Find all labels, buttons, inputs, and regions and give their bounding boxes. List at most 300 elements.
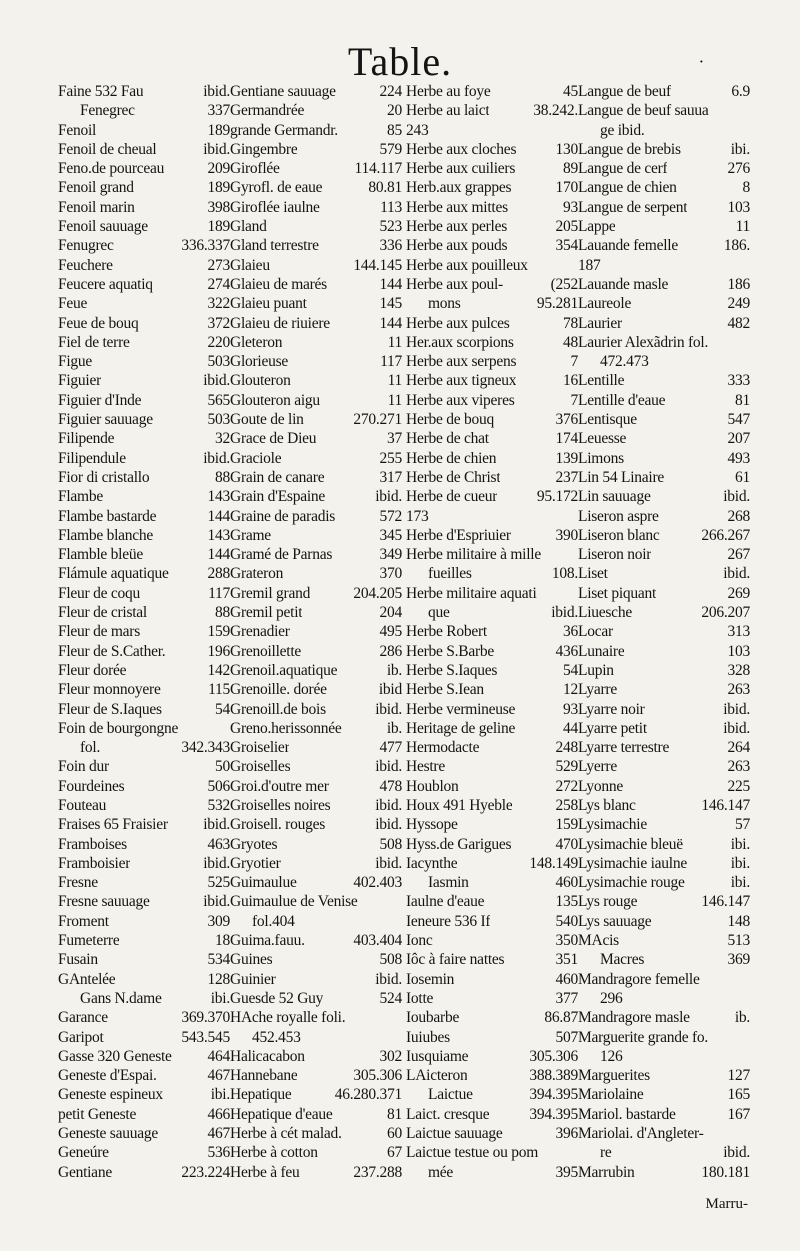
entry-page: 372: [207, 314, 230, 332]
entry-term: Gramé de Parnas: [230, 546, 333, 564]
entry-term: Lyonne: [578, 777, 623, 795]
entry-term: Fresne: [58, 874, 98, 892]
entry-page: ib.: [386, 719, 402, 737]
index-entry: [578, 275, 750, 294]
entry-term: Liseron noir: [578, 546, 652, 564]
entry-term: Hermodacte: [406, 739, 480, 757]
index-entry: [578, 642, 750, 661]
entry-page: 547: [727, 411, 750, 429]
entry-term: Groiselles: [230, 758, 291, 776]
index-entry: [578, 719, 750, 738]
index-entry: [406, 1105, 578, 1124]
entry-page: 394.395: [529, 1086, 578, 1104]
index-entry: [406, 815, 578, 834]
entry-term: Hepatique: [230, 1086, 292, 1104]
entry-term: Guesde 52 Guy: [230, 989, 324, 1007]
index-entry: [406, 642, 578, 661]
entry-page: 186.: [723, 237, 750, 255]
entry-page: 18: [215, 932, 230, 950]
index-entry: [230, 622, 402, 641]
entry-page: 402.403: [353, 874, 402, 892]
index-entry: [406, 970, 578, 989]
entry-term: Fleur de mars: [58, 623, 140, 641]
index-entry: [230, 564, 402, 583]
index-entry: [58, 700, 230, 719]
index-entry: [58, 642, 230, 661]
index-entry: [58, 275, 230, 294]
index-entry: [58, 661, 230, 680]
entry-term: Fenoil de cheual: [58, 140, 157, 158]
index-entry: [406, 333, 578, 352]
entry-term: Houx 491 Hyeble: [406, 796, 513, 814]
entry-term: Fenegrec: [80, 102, 135, 120]
index-entry: [578, 429, 750, 448]
entry-term: Laurier: [578, 314, 622, 332]
entry-page: 12: [563, 681, 578, 699]
entry-term: Fourdeines: [58, 777, 125, 795]
index-entry: [406, 371, 578, 390]
entry-term: Feucere aquatiq: [58, 275, 153, 293]
entry-term: Lysimachie rouge: [578, 874, 685, 892]
entry-term: Foin de bourgongne: [58, 719, 179, 737]
entry-term: Langue de brebis: [578, 140, 681, 158]
index-entry: [58, 449, 230, 468]
index-entry: [58, 429, 230, 448]
index-entry: [406, 622, 578, 641]
entry-page: ib.: [386, 661, 402, 679]
entry-page: 144: [207, 546, 230, 564]
entry-term: Houblon: [406, 777, 459, 795]
index-entry: [406, 275, 578, 294]
entry-term: Langue de chien: [578, 179, 677, 197]
index-entry: [578, 700, 750, 719]
entry-page: 95.281: [536, 295, 578, 313]
index-column-2: [230, 82, 402, 1182]
entry-term: Lupin: [578, 661, 614, 679]
entry-term: Herbe de cueur: [406, 488, 498, 506]
entry-term: Ieneure 536 If: [406, 912, 491, 930]
entry-page: 220: [207, 333, 230, 351]
entry-page: 54: [215, 700, 230, 718]
entry-term: Foin dur: [58, 758, 109, 776]
entry-page: 48: [563, 333, 578, 351]
index-entry: [58, 198, 230, 217]
index-entry: [230, 1047, 402, 1066]
entry-page: 117: [380, 353, 402, 371]
entry-term: Faine 532 Fau: [58, 83, 144, 100]
entry-term: Gremil grand: [230, 584, 311, 602]
index-entry: [230, 757, 402, 776]
entry-term: fueilles: [428, 565, 472, 583]
entry-term: Figuier d'Inde: [58, 391, 142, 409]
entry-term: Liset piquant: [578, 584, 657, 602]
entry-term: Fleur de cristal: [58, 604, 147, 622]
index-entry: [230, 950, 402, 969]
entry-page: 37: [387, 430, 402, 448]
entry-term: Fleur de S.Cather.: [58, 642, 166, 660]
entry-page: ibid.: [203, 449, 230, 467]
entry-page: ibi.: [730, 854, 750, 872]
index-entry: [406, 449, 578, 468]
entry-page: 493: [727, 449, 750, 467]
entry-page: 336.337: [181, 237, 230, 255]
index-entry: [58, 757, 230, 776]
entry-term: Lauande femelle: [578, 237, 678, 255]
index-entry: [230, 82, 402, 101]
entry-term: Garance: [58, 1009, 108, 1027]
index-entry: [58, 178, 230, 197]
entry-term: Laureole: [578, 295, 632, 313]
entry-term: Fleur monnoyere: [58, 681, 161, 699]
index-entry: [230, 680, 402, 699]
index-entry: [230, 854, 402, 873]
entry-page: 108.: [551, 565, 578, 583]
entry-page: 146.147: [701, 893, 750, 911]
entry-page: 328: [727, 661, 750, 679]
entry-page: 205: [555, 218, 578, 236]
index-entry: [578, 371, 750, 390]
entry-term: Herbe aux pulces: [406, 314, 510, 332]
index-entry: [58, 507, 230, 526]
index-entry: [406, 719, 578, 738]
index-entry: [406, 661, 578, 680]
entry-term: Groiselier: [230, 739, 290, 757]
index-entry: [58, 391, 230, 410]
entry-term: Gingembre: [230, 140, 298, 158]
entry-term: Lentisque: [578, 411, 637, 429]
index-entry: [406, 352, 578, 371]
entry-page: 170: [555, 179, 578, 197]
index-entry: [230, 970, 402, 989]
index-entry: [58, 545, 230, 564]
index-entry: [230, 1124, 402, 1143]
entry-term: Herbe militaire à mille: [406, 546, 541, 564]
index-entry: [406, 873, 578, 892]
index-entry: [58, 352, 230, 371]
entry-term: Liset: [578, 565, 608, 583]
entry-term: Herbe à cét malad.: [230, 1125, 342, 1143]
entry-page: 337: [207, 102, 230, 120]
entry-page: 503: [207, 353, 230, 371]
index-entry: [578, 449, 750, 468]
entry-term: Geneúre: [58, 1144, 109, 1162]
entry-term: Framboisier: [58, 854, 131, 872]
entry-term: Glorieuse: [230, 353, 289, 371]
entry-page: 144: [379, 314, 402, 332]
entry-page: 93: [563, 700, 578, 718]
entry-page: ibid.: [203, 816, 230, 834]
index-entry: [406, 680, 578, 699]
entry-page: ibid.: [375, 488, 402, 506]
entry-page: ibid.: [375, 854, 402, 872]
index-entry: [406, 950, 578, 969]
entry-page: 322: [207, 295, 230, 313]
index-entry: [578, 333, 750, 352]
entry-page: 11: [387, 372, 402, 390]
index-entry: [406, 738, 578, 757]
entry-page: 506: [207, 777, 230, 795]
entry-page: 38.242.: [533, 102, 578, 120]
index-entry: [578, 82, 750, 101]
entry-term: Grateron: [230, 565, 284, 583]
entry-term: Herbe S.Iaques: [406, 661, 498, 679]
index-entry: [58, 892, 230, 911]
entry-page: 377: [555, 989, 578, 1007]
entry-page: 89: [563, 160, 578, 178]
entry-term: Herbe aux tigneux: [406, 372, 517, 390]
entry-page: 128: [207, 970, 230, 988]
entry-term: Hannebane: [230, 1067, 298, 1085]
entry-term: Lyerre: [578, 758, 617, 776]
entry-page: 86.87: [544, 1009, 578, 1027]
index-entry: [230, 873, 402, 892]
entry-term: Lunaire: [578, 642, 625, 660]
entry-term: Leuesse: [578, 430, 627, 448]
entry-page: ib.: [734, 1009, 750, 1027]
entry-page: ibi.: [210, 1086, 230, 1104]
entry-term: Liseron aspre: [578, 507, 659, 525]
entry-term: Framboises: [58, 835, 127, 853]
entry-page: 350: [555, 932, 578, 950]
entry-page: 470: [555, 835, 578, 853]
index-entry: [58, 371, 230, 390]
index-entry: [578, 815, 750, 834]
entry-term: Herbe de chat: [406, 430, 489, 448]
entry-page: ibi.: [730, 874, 750, 892]
entry-term: Herbe aux pouds: [406, 237, 508, 255]
index-entry: [230, 526, 402, 545]
entry-term: fol.: [80, 739, 101, 757]
entry-page: ibid.: [723, 565, 750, 583]
entry-page: 139: [555, 449, 578, 467]
index-entry: [406, 564, 578, 583]
entry-term: 296: [600, 989, 623, 1007]
index-entry: [58, 333, 230, 352]
index-entry: [578, 584, 750, 603]
entry-page: 20: [387, 102, 402, 120]
entry-term: Herbe aux perles: [406, 218, 508, 236]
index-entry: [58, 82, 230, 101]
entry-page: 388.389: [529, 1067, 578, 1085]
entry-page: 313: [727, 623, 750, 641]
index-entry: [406, 854, 578, 873]
entry-page: ibid.: [203, 372, 230, 390]
index-entry: [578, 738, 750, 757]
entry-term: Hyss.de Garigues: [406, 835, 512, 853]
entry-term: Iosemin: [406, 970, 455, 988]
entry-page: 263: [727, 681, 750, 699]
index-entry: [578, 507, 750, 526]
entry-page: 264: [727, 739, 750, 757]
entry-page: 6.9: [731, 83, 750, 100]
entry-page: 148: [727, 912, 750, 930]
entry-page: 525: [207, 874, 230, 892]
entry-term: Langue de beuf sauua: [578, 102, 709, 120]
index-entry: [230, 1085, 402, 1104]
index-entry: [230, 892, 402, 911]
entry-term: Goute de lin: [230, 411, 304, 429]
entry-term: Lysimachie: [578, 816, 647, 834]
entry-term: 126: [600, 1047, 623, 1065]
index-entry: [58, 970, 230, 989]
index-entry: [578, 1163, 750, 1182]
index-entry: [406, 1028, 578, 1047]
entry-page: ibid.: [375, 700, 402, 718]
entry-term: Fusain: [58, 951, 98, 969]
index-entry: [58, 622, 230, 641]
entry-term: Gland terrestre: [230, 237, 319, 255]
index-entry: [578, 178, 750, 197]
entry-page: 309: [207, 912, 230, 930]
index-entry: [406, 468, 578, 487]
entry-page: 395: [555, 1163, 578, 1181]
entry-page: 467: [207, 1067, 230, 1085]
entry-page: 529: [555, 758, 578, 776]
entry-term: Fenugrec: [58, 237, 114, 255]
index-entry: [406, 796, 578, 815]
entry-term: Gryotes: [230, 835, 278, 853]
entry-term: Herbe S.Barbe: [406, 642, 494, 660]
entry-term: Halicacabon: [230, 1047, 305, 1065]
entry-term: Fresne sauuage: [58, 893, 150, 911]
entry-term: Hyssope: [406, 816, 458, 834]
entry-term: Iôc à faire nattes: [406, 951, 505, 969]
entry-term: Flambe: [58, 488, 103, 506]
entry-term: grande Germandr.: [230, 121, 338, 139]
entry-term: Feue de bouq: [58, 314, 139, 332]
index-entry: [58, 468, 230, 487]
entry-term: 452.453: [252, 1028, 301, 1046]
index-entry: [230, 796, 402, 815]
entry-term: Herbe aux cloches: [406, 140, 517, 158]
entry-page: 224: [379, 83, 402, 100]
index-entry: [406, 700, 578, 719]
entry-page: 8: [742, 179, 750, 197]
entry-page: 345: [379, 526, 402, 544]
entry-term: Flámule aquatique: [58, 565, 169, 583]
entry-page: 351: [555, 951, 578, 969]
index-entry: [406, 178, 578, 197]
index-entry: [578, 757, 750, 776]
entry-term: mée: [428, 1163, 454, 1181]
entry-page: 103: [727, 198, 750, 216]
entry-term: Lin sauuage: [578, 488, 651, 506]
index-entry: [58, 526, 230, 545]
entry-term: Lauande masle: [578, 275, 669, 293]
entry-page: 225: [727, 777, 750, 795]
index-entry: [406, 757, 578, 776]
index-entry: [406, 256, 578, 275]
entry-term: Filipende: [58, 430, 115, 448]
entry-page: 144: [379, 275, 402, 293]
entry-term: Lentille d'eaue: [578, 391, 666, 409]
entry-term: Giroflée: [230, 160, 280, 178]
index-entry: [58, 854, 230, 873]
index-entry: [578, 854, 750, 873]
entry-page: 276: [727, 160, 750, 178]
index-entry: [406, 1163, 578, 1182]
entry-term: Lyarre terrestre: [578, 739, 670, 757]
entry-page: 369: [727, 951, 750, 969]
entry-term: Feuchere: [58, 256, 113, 274]
index-entry: [578, 1105, 750, 1124]
index-entry: [406, 121, 578, 140]
entry-page: 189: [207, 179, 230, 197]
entry-page: 270.271: [353, 411, 402, 429]
entry-term: Greno.herissonnée: [230, 719, 342, 737]
entry-page: ibid: [378, 681, 402, 699]
index-entry: [578, 989, 750, 1008]
index-entry: [58, 564, 230, 583]
index-entry: [58, 777, 230, 796]
entry-page: 463: [207, 835, 230, 853]
entry-page: 543.545: [181, 1028, 230, 1046]
index-entry: [230, 912, 402, 931]
entry-page: 189: [207, 218, 230, 236]
entry-term: Heritage de geline: [406, 719, 516, 737]
entry-page: 196: [207, 642, 230, 660]
entry-term: Mariolaine: [578, 1086, 644, 1104]
index-entry: [58, 217, 230, 236]
entry-page: 354: [555, 237, 578, 255]
entry-page: 269: [727, 584, 750, 602]
index-entry: [230, 371, 402, 390]
index-entry: [406, 989, 578, 1008]
index-entry: [578, 159, 750, 178]
index-entry: [58, 912, 230, 931]
index-entry: [578, 622, 750, 641]
index-entry: [578, 410, 750, 429]
entry-term: Figue: [58, 353, 93, 371]
entry-term: Fouteau: [58, 796, 107, 814]
index-entry: [578, 1047, 750, 1066]
entry-term: Marrubin: [578, 1163, 635, 1181]
entry-page: 333: [727, 372, 750, 390]
entry-page: 286: [379, 642, 402, 660]
entry-page: 115: [208, 681, 230, 699]
index-entry: [58, 140, 230, 159]
entry-page: 127: [727, 1067, 750, 1085]
index-entry: [406, 1047, 578, 1066]
entry-term: GAntelée: [58, 970, 116, 988]
entry-term: Froment: [58, 912, 109, 930]
entry-term: Glouteron: [230, 372, 291, 390]
index-entry: [578, 873, 750, 892]
entry-term: 173: [406, 507, 429, 525]
entry-term: Gasse 320 Geneste: [58, 1047, 172, 1065]
entry-page: 144.145: [353, 256, 402, 274]
entry-term: 243: [406, 121, 429, 139]
entry-term: Fiel de terre: [58, 333, 130, 351]
entry-term: mons: [428, 295, 461, 313]
index-entry: [58, 719, 230, 738]
entry-page: 336: [379, 237, 402, 255]
entry-term: Laictue sauuage: [406, 1125, 503, 1143]
index-entry: [578, 545, 750, 564]
entry-page: ibid.: [203, 854, 230, 872]
index-entry: [578, 294, 750, 313]
entry-page: ibid.: [723, 700, 750, 718]
index-entry: [58, 603, 230, 622]
entry-term: Herbe aux cuiliers: [406, 160, 516, 178]
entry-term: Giroflée iaulne: [230, 198, 320, 216]
index-entry: [578, 680, 750, 699]
entry-page: 67: [387, 1144, 402, 1162]
entry-page: 78: [563, 314, 578, 332]
entry-page: 536: [207, 1144, 230, 1162]
index-entry: [406, 217, 578, 236]
entry-page: 148.149: [529, 854, 578, 872]
